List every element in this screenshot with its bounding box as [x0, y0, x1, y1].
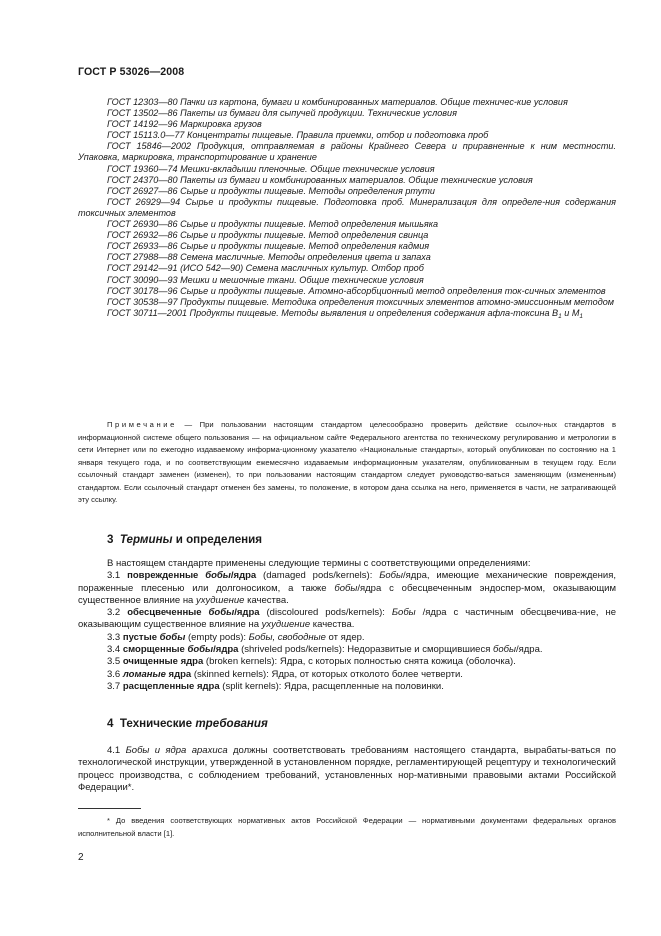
reference-item: ГОСТ 30178—96 Сырье и продукты пищевые. Атомно-абсорбционный метод определения ток-сичных элементов [107, 285, 606, 296]
reference-part-text: ГОСТ 30711—2001 Продукты пищевые. Методы выявления и определения содержания афла-токсина B [107, 307, 559, 318]
term-def: от ядер. [325, 631, 365, 643]
term-def2: /ядра. [515, 644, 543, 656]
term-n: 3.4 [107, 644, 121, 656]
reference-item [78, 308, 616, 322]
section-3-intro: В настоящем стандарте применены следующие термины с соответствующими определениями: [107, 558, 531, 569]
term-def-it3: ухудшение [196, 594, 245, 606]
term-term-it: бобы [159, 631, 186, 643]
section-4-heading [107, 717, 268, 730]
term-n: 3.1 [107, 570, 121, 582]
footnote [78, 815, 616, 840]
term-def: Ядра, от которых отколото более четверти. [271, 668, 463, 680]
reference-item: ГОСТ 14192—96 Маркировка грузов [107, 119, 262, 130]
paragraph-number: 4.1 [107, 745, 121, 756]
note-block [78, 419, 616, 507]
term-term-it: бобы [208, 607, 235, 619]
section-3-title-italic: Термины [119, 533, 173, 546]
reference-item: ГОСТ 26932—86 Сырье и продукты пищевые. Метод определения свинца [107, 230, 429, 241]
section-4-paragraph [78, 745, 616, 794]
term-rest: (skinned kernels): [191, 668, 272, 680]
normative-references-list [78, 97, 616, 322]
reference-part-mid: и M [561, 307, 580, 318]
term-def3: качества. [310, 619, 355, 631]
term-def-it2: бобы [334, 582, 358, 594]
reference-item: ГОСТ 30090—93 Мешки и мешочные ткани. Общие технические условия [107, 274, 424, 285]
term-def-it: Бобы [391, 607, 416, 619]
reference-item: ГОСТ 13502—86 Пакеты из бумаги для сыпучей продукции. Технические условия [107, 108, 457, 119]
reference-item: ГОСТ 15113.0—77 Концентраты пищевые. Правила приемки, отбор и подготовка проб [107, 130, 489, 141]
reference-item: ГОСТ 19360—74 Мешки-вкладыши пленочные. Общие технические условия [107, 163, 435, 174]
section-3-body [78, 558, 616, 693]
term-definition [78, 681, 616, 693]
term-definition [78, 607, 616, 632]
term-definition [78, 570, 616, 607]
term-term-it: бобы [187, 644, 214, 656]
reference-item: ГОСТ 26929—94 Сырье и продукты пищевые. Подготовка проб. Минерализация для определе-ния содержания токсичных элементов [78, 196, 616, 218]
reference-item: ГОСТ 29142—91 (ИСО 542—90) Семена масличных культур. Отбор проб [107, 263, 424, 274]
term-n: 3.5 [107, 656, 121, 668]
term-term-b: /ядра [234, 607, 260, 619]
footnote-divider [78, 808, 141, 809]
reference-part-sub2: 1 [579, 312, 584, 320]
note-dash: — [176, 420, 200, 429]
document-header: ГОСТ Р 53026—2008 [78, 66, 185, 78]
term-rest: (empty pods): [185, 631, 249, 643]
term-term-a: пустые [122, 631, 160, 643]
term-term-a: поврежденные [127, 570, 206, 582]
section-3-number: 3 [107, 533, 114, 546]
term-def: /ядра, имеющие механические повреждения, пораженные плесенью или долгоносиком, а также [78, 570, 617, 594]
term-rest: (damaged pods/kernels): [256, 570, 380, 582]
term-term-b: /ядра [230, 570, 257, 582]
section-3-title-rest: и определения [172, 533, 263, 546]
page-number: 2 [78, 852, 84, 863]
term-rest: (shriveled pods/kernels): [238, 644, 348, 656]
term-def2: /ядра с обесцвеченным эндоспер-мом, оказывающим существенное влияние на [78, 582, 616, 606]
section-4-body [78, 745, 616, 794]
reference-item: ГОСТ 24370—80 Пакеты из бумаги и комбинированных материалов. Общие технические условия [107, 174, 533, 185]
paragraph-italic: Бобы и ядра арахиса [125, 745, 228, 756]
reference-item: ГОСТ 12303—80 Пачки из картона, бумаги и комбинированных материалов. Общие техничес-кие условия [107, 97, 568, 107]
term-def: /ядра с частичным обесцвечива-ние, не оказывающим существенное влияние на [78, 607, 617, 631]
note-text: При пользовании настоящим стандартом целесообразно проверить действие ссылоч-ных стандартов в информационной системе общего пользования — на официальном сайте Федерального агентства по техническому регулированию и метрологии в сети Интернет или по ежегодно издаваемому информа-ционному указателю «Национальные стандарты», который опубликован по состоянию на 1 января текущего года, и по соответствующим ежемесячно издаваемым информационным указателям, опубликованным в текущем году. Если ссылочный стандарт заменен (изменен), то при пользовании настоящим стандартом следует руководство-ваться заменяющим (измененным) стандартом. Если ссылочный стандарт отменен без замены, то положение, в котором дана ссылка на него, применяется в части, не затрагивающей эту ссылку. [78, 420, 616, 504]
term-definition [78, 644, 616, 656]
term-def-it: Бобы, свободные [248, 631, 326, 643]
reference-part-sub1: 1 [558, 312, 562, 320]
reference-item: ГОСТ 27988—88 Семена масличные. Методы определения цвета и запаха [107, 252, 431, 263]
reference-item: ГОСТ 26933—86 Сырье и продукты пищевые. Метод определения кадмия [107, 241, 430, 252]
term-n: 3.3 [107, 631, 121, 643]
term-definition [78, 669, 616, 681]
section-4-title-a: Технические [119, 717, 196, 730]
term-term-a: обесцвеченные [127, 607, 209, 619]
footnote-text: * До введения соответствующих нормативных актов Российской Федерации — нормативными документами федеральных органов исполнительной власти [1]. [78, 816, 616, 838]
term-term-b: ядра [165, 668, 192, 680]
paragraph-text: должны соответствовать требованиям настоящего стандарта, вырабаты-ваться по технологической инструкции, утвержденной в установленном порядке, регламентирующей рецептуру и технологический процесс производства, с соблюдением требований, установленных нор-мативными правовыми актами Российской Федерации*. [78, 745, 617, 793]
term-def-it2: бобы [493, 644, 516, 656]
reference-item: ГОСТ 30538—97 Продукты пищевые. Методика определения токсичных элементов атомно-эмиссионным методом [107, 296, 615, 307]
section-3-heading [107, 533, 262, 546]
term-def: Ядра, расщепленные на половинки. [284, 680, 444, 692]
term-n: 3.7 [107, 680, 121, 692]
reference-item: ГОСТ 26930—86 Сырье и продукты пищевые. Метод определения мышьяка [107, 219, 439, 230]
term-rest: (broken kernels): [203, 656, 280, 668]
note-label: Примечание [107, 420, 177, 429]
term-def-it: Бобы [379, 570, 404, 582]
term-term-a: сморщенные [122, 644, 188, 656]
term-rest: (discoloured pods/kernels): [259, 607, 392, 619]
term-rest: (split kernels): [219, 680, 285, 692]
term-term-it: бобы [205, 570, 231, 582]
term-term-b: /ядра [213, 644, 239, 656]
term-definition [78, 656, 616, 668]
term-term-a: очищенные ядра [122, 656, 204, 668]
reference-item: ГОСТ 15846—2002 Продукция, отправляемая в районы Крайнего Севера и приравненные к ним местности. Упаковка, маркировка, транспортирование и хранение [78, 141, 616, 163]
reference-item: ГОСТ 26927—86 Сырье и продукты пищевые. Методы определения ртути [107, 185, 435, 196]
term-term-a: расщепленные ядра [122, 680, 220, 692]
term-def: Ядра, с которых полностью снята кожица (оболочка). [279, 656, 516, 668]
term-def-it3: ухудшение [261, 619, 311, 631]
term-n: 3.2 [107, 607, 121, 619]
term-def3: качества. [244, 594, 289, 606]
term-n: 3.6 [107, 668, 121, 680]
section-4-title-italic: требования [195, 717, 268, 730]
term-definition [78, 632, 616, 644]
section-4-number: 4 [107, 717, 114, 730]
term-term-it: ломаные [122, 668, 166, 680]
term-def: Недоразвитые и сморщившиеся [347, 644, 493, 656]
